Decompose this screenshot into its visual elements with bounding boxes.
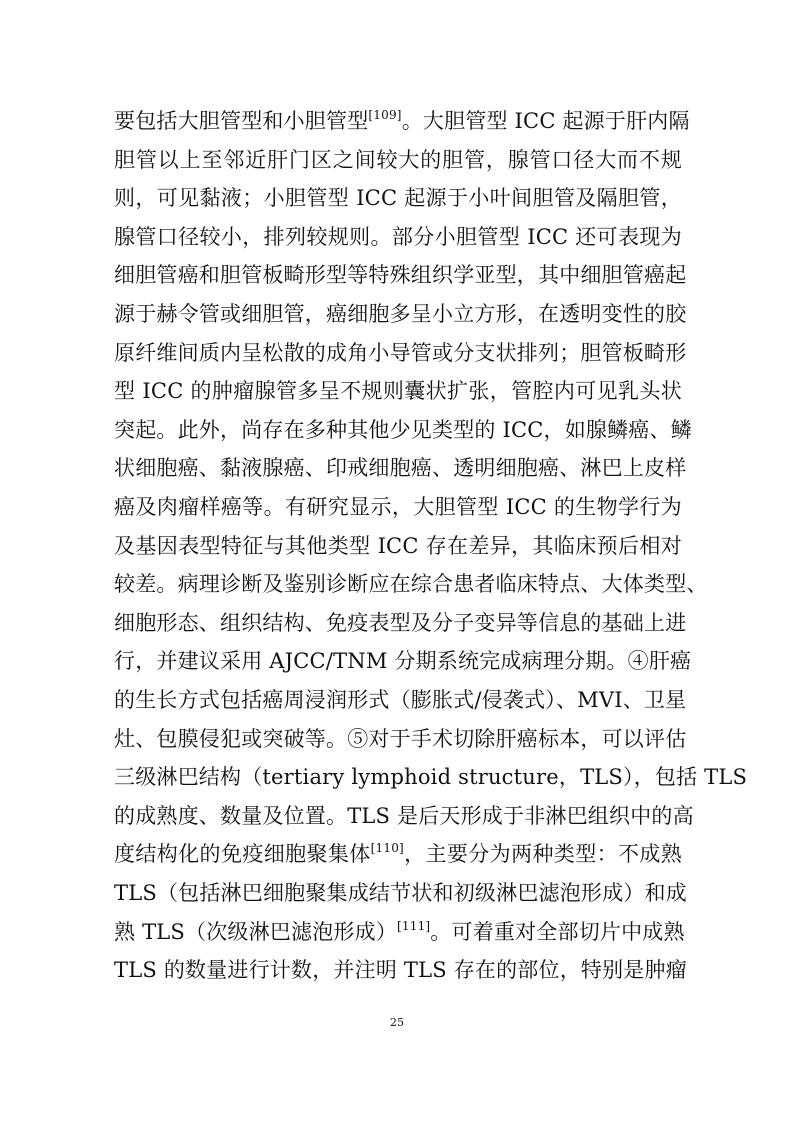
line-text: 腺管口径较小，排列较规则。部分小胆管型 ICC 还可表现为: [114, 224, 682, 249]
text-line: [114, 606, 687, 640]
citation-ref: [109]: [368, 108, 402, 122]
citation-ref: [111]: [397, 918, 431, 933]
line-text: 癌及肉瘤样癌等。有研究显示，大胆管型 ICC 的生物学行为: [114, 495, 682, 519]
line-text: 熟 TLS（次级淋巴滤泡形成）: [114, 919, 398, 944]
text-line: [114, 876, 687, 910]
text-line: [114, 413, 692, 447]
text-line: [114, 451, 687, 485]
line-text: 细胆管癌和胆管板畸形型等特殊组织学亚型，其中细胆管癌起: [114, 263, 687, 288]
text-line: [114, 683, 687, 717]
line-text-continued: 。大胆管型 ICC 起源于肝内隔: [401, 109, 690, 133]
line-text: 突起。此外，尚存在多种其他少见类型的 ICC，如腺鳞癌、鳞: [114, 417, 692, 442]
text-line: [114, 490, 682, 524]
line-text: 胆管以上至邻近肝门区之间较大的胆管，腺管口径大而不规: [114, 147, 682, 172]
line-text: 的成熟度、数量及位置。TLS 是后天形成于非淋巴组织中的高: [114, 803, 694, 828]
line-text: 状细胞癌、黏液腺癌、印戒细胞癌、透明细胞癌、淋巴上皮样: [114, 456, 687, 481]
line-text: 灶、包膜侵犯或突破等。⑤对于手术切除肝癌标本，可以评估: [114, 726, 687, 751]
text-line: [114, 529, 682, 563]
text-line: [114, 760, 748, 794]
line-text: 及基因表型特征与其他类型 ICC 存在差异，其临床预后相对: [114, 533, 682, 558]
text-line: [114, 644, 692, 678]
text-line: [114, 336, 687, 370]
text-line: [114, 915, 685, 949]
text-line: [114, 181, 682, 215]
line-text: 行，并建议采用 AJCC/TNM 分期系统完成病理分期。④肝癌: [114, 649, 692, 674]
text-line: [114, 799, 694, 833]
line-text: 型 ICC 的肿瘤腺管多呈不规则囊状扩张，管腔内可见乳头状: [114, 379, 682, 404]
text-line: [114, 567, 708, 601]
text-line: [114, 297, 687, 331]
line-text: 则，可见黏液；小胆管型 ICC 起源于小叶间胆管及隔胆管，: [114, 186, 682, 211]
text-line: [114, 722, 687, 756]
page-number: 25: [390, 1016, 404, 1029]
line-text: TLS 的数量进行计数，并注明 TLS 存在的部位，特别是肿瘤: [114, 958, 687, 983]
citation-ref: [110]: [370, 841, 404, 856]
line-text-continued: ，主要分为两种类型：不成熟: [403, 842, 682, 867]
text-line: [114, 220, 682, 254]
line-text-continued: 。可着重对全部切片中成熟: [430, 919, 685, 944]
line-text: 源于赫令管或细胆管，癌细胞多呈小立方形，在透明变性的胶: [114, 302, 687, 326]
line-text: 度结构化的免疫细胞聚集体: [114, 842, 371, 867]
text-line: [114, 374, 682, 408]
line-text: 的生长方式包括癌周浸润形式（膨胀式/侵袭式）、MVI、卫星: [114, 688, 687, 712]
line-text: 较差。病理诊断及鉴别诊断应在综合患者临床特点、大体类型、: [114, 572, 708, 597]
line-text: 三级淋巴结构（tertiary lymphoid structure，TLS），包括 TLS: [114, 765, 748, 790]
text-line: [114, 837, 682, 871]
line-text: 细胞形态、组织结构、免疫表型及分子变异等信息的基础上进: [114, 610, 687, 635]
text-line: [114, 143, 682, 177]
line-text: TLS（包括淋巴细胞聚集成结节状和初级淋巴滤泡形成）和成: [114, 881, 687, 905]
text-line: [114, 104, 690, 138]
line-text: 原纤维间质内呈松散的成角小导管或分支状排列；胆管板畸形: [114, 340, 687, 365]
line-text: 要包括大胆管型和小胆管型: [114, 109, 369, 133]
text-line: [114, 258, 687, 292]
text-line: [114, 953, 687, 987]
